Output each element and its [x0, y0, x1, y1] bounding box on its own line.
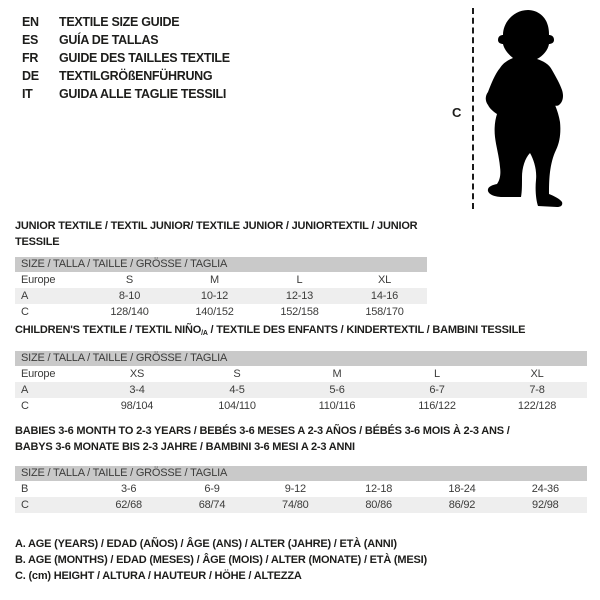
- footnote-a: A. AGE (YEARS) / EDAD (AÑOS) / ÂGE (ANS) / ALTER (JAHRE) / ETÀ (ANNI): [15, 538, 397, 550]
- table-cell: XL: [530, 368, 544, 380]
- language-title: GUIDE DES TAILLES TEXTILE: [59, 51, 230, 65]
- table-cell: 80/86: [365, 499, 392, 511]
- table-cell: 158/170: [365, 306, 404, 318]
- table-cell: L: [434, 368, 440, 380]
- table-cell: 18-24: [448, 483, 476, 495]
- table-cell: 10-12: [200, 290, 229, 302]
- section-title: [15, 322, 587, 342]
- section-title-line: CHILDREN'S TEXTILE / TEXTIL $NIÑO_{/A}$ / TEXTILE DES ENFANTS / KINDERTEXTIL / BAMBINI TESSILE: [15, 324, 526, 337]
- row-label: B: [21, 483, 29, 495]
- row-label: A: [21, 384, 29, 396]
- table-header-bar: SIZE / TALLA / TAILLE / GRÖSSE / TAGLIA: [15, 466, 587, 481]
- table-cell: XS: [129, 368, 145, 380]
- size-table-junior: [15, 257, 427, 320]
- table-cell: 12-18: [365, 483, 393, 495]
- footnotes: [15, 536, 427, 584]
- table-cell: 24-36: [531, 483, 559, 495]
- table-header-bar: SIZE / TALLA / TAILLE / GRÖSSE / TAGLIA: [15, 351, 587, 366]
- language-code: FR: [22, 51, 39, 65]
- section-children: [15, 322, 587, 414]
- height-measure-label: C: [452, 105, 462, 120]
- language-row: [22, 31, 230, 49]
- table-cell: 128/140: [110, 306, 149, 318]
- section-title: [15, 218, 427, 250]
- section-title-line: BABIES 3-6 MONTH TO 2-3 YEARS / BEBÉS 3-6 MESES A 2-3 AÑOS / BÉBÉS 3-6 MOIS À 2-3 ANS /: [15, 425, 510, 437]
- section-junior: [15, 218, 427, 320]
- section-title-line: BABYS 3-6 MONATE BIS 2-3 JAHRE / BAMBINI 3-6 MESI A 2-3 ANNI: [15, 441, 355, 453]
- language-title: TEXTILE SIZE GUIDE: [59, 15, 180, 29]
- table-cell: 104/110: [218, 400, 256, 412]
- table-row: [15, 481, 587, 497]
- table-cell: 6-9: [204, 483, 220, 495]
- table-cell: 4-5: [229, 384, 245, 396]
- row-label: C: [21, 400, 29, 412]
- row-label: C: [21, 499, 29, 511]
- language-code: EN: [22, 15, 39, 29]
- size-table-babies: [15, 466, 587, 513]
- language-title: GUIDA ALLE TAGLIE TESSILI: [59, 87, 227, 101]
- table-cell: 12-13: [285, 290, 314, 302]
- language-code: ES: [22, 33, 39, 47]
- row-label: Europe: [21, 368, 56, 380]
- table-cell: 14-16: [370, 290, 399, 302]
- size-table-children: [15, 351, 587, 414]
- row-label: Europe: [21, 274, 56, 286]
- table-cell: 62/68: [115, 499, 142, 511]
- language-code: DE: [22, 69, 39, 83]
- table-cell: S: [233, 368, 241, 380]
- table-cell: M: [332, 368, 342, 380]
- table-cell: 110/116: [318, 400, 356, 412]
- table-cell: 74/80: [282, 499, 309, 511]
- language-code: IT: [22, 87, 33, 101]
- section-title: [15, 423, 587, 455]
- table-row: [15, 288, 427, 304]
- table-cell: 3-4: [129, 384, 145, 396]
- table-cell: L: [296, 274, 303, 286]
- table-cell: 7-8: [529, 384, 545, 396]
- table-cell: 6-7: [429, 384, 445, 396]
- section-title-line: JUNIOR TEXTILE / TEXTIL JUNIOR/ TEXTILE JUNIOR / JUNIORTEXTIL / JUNIOR TESSILE: [15, 220, 418, 248]
- table-row: [15, 382, 587, 398]
- section-babies: [15, 423, 587, 513]
- language-title: TEXTILGRÖßENFÜHRUNG: [59, 69, 213, 83]
- table-row: [15, 398, 587, 414]
- table-cell: 140/152: [195, 306, 234, 318]
- row-label: A: [21, 290, 29, 302]
- table-cell: 3-6: [121, 483, 137, 495]
- table-row: [15, 272, 427, 288]
- table-row: [15, 366, 587, 382]
- table-cell: 122/128: [517, 400, 557, 412]
- footnote-b: B. AGE (MONTHS) / EDAD (MESES) / ÂGE (MOIS) / ALTER (MONATE) / ETÀ (MESI): [15, 554, 427, 566]
- table-row: [15, 497, 587, 513]
- language-row: [22, 13, 230, 31]
- language-list: [22, 13, 230, 103]
- height-dashed-line: [472, 8, 474, 209]
- table-cell: M: [210, 274, 219, 286]
- table-cell: 116/122: [418, 400, 456, 412]
- table-cell: 152/158: [280, 306, 319, 318]
- language-row: [22, 85, 230, 103]
- table-cell: S: [125, 274, 134, 286]
- table-cell: 86/92: [448, 499, 476, 511]
- table-row: [15, 304, 427, 320]
- toddler-silhouette-icon: [482, 4, 570, 210]
- language-row: [22, 67, 230, 85]
- language-title: GUÍA DE TALLAS: [59, 33, 159, 47]
- table-cell: 9-12: [284, 483, 306, 495]
- table-cell: 5-6: [329, 384, 345, 396]
- footnote-c: C. (cm) HEIGHT / ALTURA / HAUTEUR / HÖHE / ALTEZZA: [15, 570, 302, 582]
- table-cell: 98/104: [120, 400, 154, 412]
- language-row: [22, 49, 230, 67]
- table-header-bar: SIZE / TALLA / TAILLE / GRÖSSE / TAGLIA: [15, 257, 427, 272]
- table-cell: 92/98: [532, 499, 559, 511]
- row-label: C: [21, 306, 29, 318]
- table-cell: 8-10: [118, 290, 141, 302]
- table-cell: 68/74: [198, 499, 226, 511]
- table-cell: XL: [377, 274, 392, 286]
